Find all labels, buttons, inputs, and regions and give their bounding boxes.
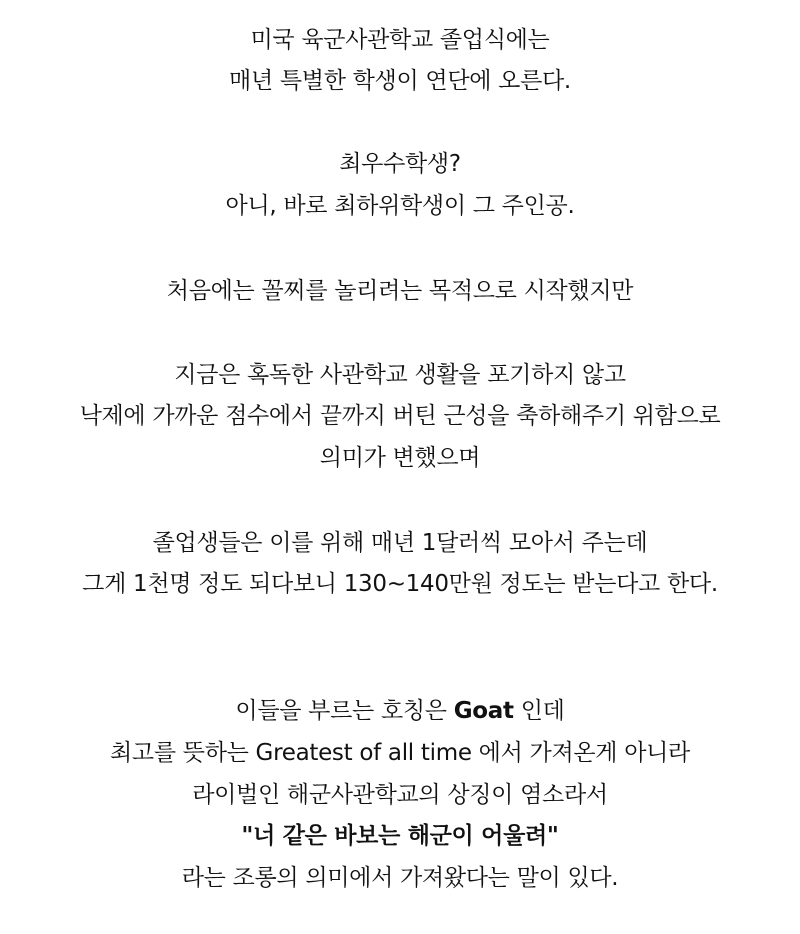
paragraph-6-line-5: 라는 조롱의 의미에서 가져왔다는 말이 있다. xyxy=(181,865,619,891)
paragraph-6-line-2: 최고를 뜻하는 Greatest of all time 에서 가져온게 아니라 xyxy=(110,740,690,766)
paragraph-6-line-1 xyxy=(0,693,800,729)
paragraph-1-line-2: 매년 특별한 학생이 연단에 오른다. xyxy=(229,68,571,94)
paragraph-1-line-1: 미국 육군사관학교 졸업식에는 xyxy=(250,27,550,53)
paragraph-4-line-1: 지금은 혹독한 사관학교 생활을 포기하지 않고 xyxy=(174,362,626,388)
paragraph-4-line-3: 의미가 변했으며 xyxy=(319,445,481,471)
goat-term: Goat xyxy=(453,698,514,724)
paragraph-6-line-3: 라이벌인 해군사관학교의 상징이 염소라서 xyxy=(192,782,608,808)
paragraph-2-line-2: 아니, 바로 최하위학생이 그 주인공. xyxy=(225,193,575,219)
goat-intro-suffix: 인데 xyxy=(513,698,565,724)
paragraph-5-line-2: 그게 1천명 정도 되다보니 130~140만원 정도는 받는다고 한다. xyxy=(82,571,718,597)
paragraph-3-line-1: 처음에는 꼴찌를 놀리려는 목적으로 시작했지만 xyxy=(166,278,634,304)
bold-quote: "너 같은 바보는 해군이 어울려" xyxy=(241,823,559,849)
goat-intro-text: 이들을 부르는 호칭은 xyxy=(235,698,454,724)
paragraph-5-line-1: 졸업생들은 이를 위해 매년 1달러씩 모아서 주는데 xyxy=(152,530,648,556)
paragraph-4-line-2: 낙제에 가까운 점수에서 끝까지 버틴 근성을 축하해주기 위함으로 xyxy=(79,403,721,429)
paragraph-2-line-1: 최우수학생? xyxy=(339,151,461,177)
